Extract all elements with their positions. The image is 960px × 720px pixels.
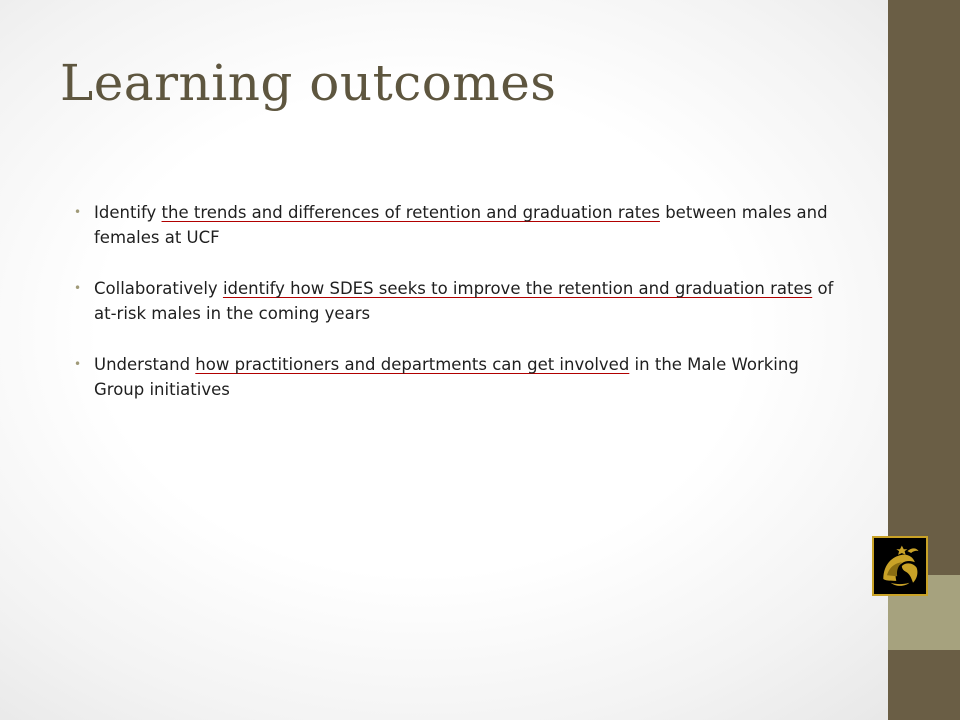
- bullet-dot-icon: •: [74, 357, 82, 371]
- bullet-text-underlined: identify how SDES seeks to improve the retention and graduation rates: [222, 279, 813, 298]
- bullet-text-after: of at-risk males in the coming years: [94, 279, 834, 323]
- bullet-item: [74, 200, 844, 250]
- bullet-text-before: Understand: [94, 355, 196, 374]
- bullet-dot-icon: •: [74, 205, 82, 219]
- bullet-text-after: in the Male Working Group initiatives: [94, 355, 799, 399]
- pegasus-logo-icon: [872, 536, 928, 596]
- bullet-text-before: Identify: [94, 203, 162, 222]
- bullet-text-underlined: how practitioners and departments can get involved: [195, 355, 630, 374]
- bullet-text-after: between males and females at UCF: [94, 203, 828, 247]
- bullet-text-underlined: the trends and differences of retention and graduation rates: [161, 203, 660, 222]
- bullet-list: [74, 200, 844, 428]
- bullet-text-before: Collaboratively: [94, 279, 223, 298]
- bullet-item: [74, 352, 844, 402]
- slide-title: Learning outcomes: [60, 54, 557, 112]
- bullet-item: [74, 276, 844, 326]
- bullet-dot-icon: •: [74, 281, 82, 295]
